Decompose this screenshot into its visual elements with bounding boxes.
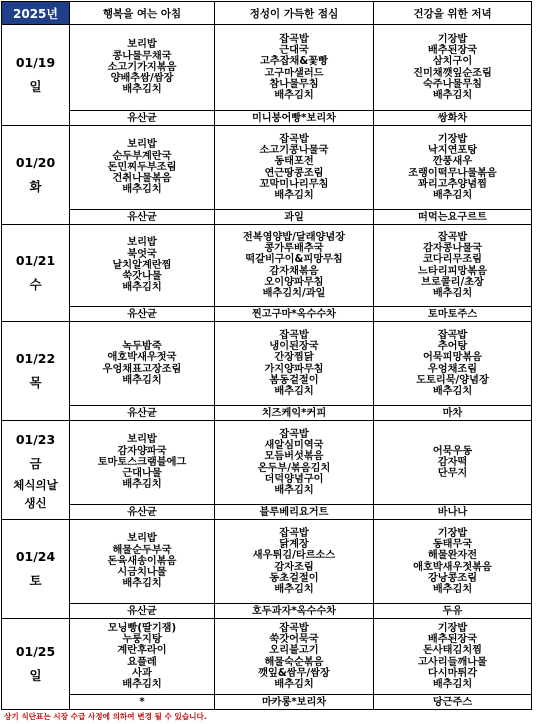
dinner-item: 브로콜리/초장 bbox=[421, 276, 484, 288]
side-item: * bbox=[70, 695, 215, 710]
weekday-label: 금 bbox=[29, 456, 42, 471]
lunch-item: 전복영양밥/달래양념장 bbox=[242, 231, 346, 243]
dinner-cell bbox=[374, 322, 532, 406]
breakfast-item: 애호박새우젓국 bbox=[107, 352, 177, 364]
breakfast-item: 배추김치 bbox=[122, 184, 162, 196]
side-item: 토마토주스 bbox=[374, 307, 532, 322]
dinner-item: 기장밥 bbox=[437, 527, 468, 539]
lunch-item: 배추김치 bbox=[274, 679, 314, 691]
breakfast-item: 사과 bbox=[132, 667, 152, 679]
side-item: 당근주스 bbox=[374, 695, 532, 710]
dinner-item: 배추김치 bbox=[432, 584, 473, 596]
lunch-item: 온두부/볶음김치 bbox=[257, 462, 331, 474]
breakfast-item: 녹두밤죽 bbox=[122, 340, 162, 352]
day-cell bbox=[2, 225, 70, 322]
breakfast-item: 배추김치 bbox=[122, 479, 162, 491]
side-item: 유산균 bbox=[70, 604, 215, 619]
breakfast-item: 모닝빵(딸기잼) bbox=[107, 622, 177, 634]
lunch-item: 고구마샐러드 bbox=[264, 67, 324, 79]
lunch-item: 잡곡밥 bbox=[279, 329, 309, 341]
breakfast-item: 쑥갓나물 bbox=[122, 271, 162, 283]
dinner-item: 감자콩나물국 bbox=[422, 242, 483, 254]
dinner-item: 조랭이떡무나물볶음 bbox=[408, 167, 497, 179]
lunch-item: 배추김치 bbox=[274, 90, 314, 102]
lunch-item: 새우튀김/타르소스 bbox=[252, 550, 336, 562]
date-label: 01/20 bbox=[15, 155, 56, 170]
dinner-item: 단무지 bbox=[437, 468, 468, 480]
dinner-item: 배추김치 bbox=[432, 90, 473, 102]
breakfast-item: 배추김치 bbox=[122, 679, 162, 691]
side-item: 치즈케익*커피 bbox=[215, 406, 374, 421]
lunch-item: 배추김치/과일 bbox=[262, 288, 326, 300]
day-row bbox=[2, 25, 532, 111]
lunch-cell bbox=[215, 322, 374, 406]
dinner-item: 어묵피망볶음 bbox=[422, 352, 483, 364]
dinner-item: 애호박새우젓볶음 bbox=[413, 561, 492, 573]
lunch-item: 새알심미역국 bbox=[264, 439, 324, 451]
side-row bbox=[2, 210, 532, 225]
lunch-item: 떡갈비구이&피망무침 bbox=[245, 254, 343, 266]
breakfast-item: 콩나물무채국 bbox=[112, 50, 172, 62]
date-label: 01/21 bbox=[15, 253, 56, 268]
lunch-item: 배추김치 bbox=[274, 584, 314, 596]
lunch-cell bbox=[215, 520, 374, 604]
dinner-item: 추어탕 bbox=[437, 340, 468, 352]
day-row bbox=[2, 421, 532, 505]
breakfast-item: 누룽지탕 bbox=[122, 633, 162, 645]
lunch-item: 참나물무침 bbox=[269, 78, 319, 90]
dinner-item: 강낭콩조림 bbox=[427, 572, 478, 584]
breakfast-item: 시금치나물 bbox=[117, 567, 167, 579]
breakfast-item: 보리밥 bbox=[127, 237, 157, 249]
side-item: 유산균 bbox=[70, 505, 215, 520]
day-note: 체식의날 생신 bbox=[13, 478, 58, 510]
day-cell bbox=[2, 421, 70, 520]
lunch-item: 깻잎&쌈무/쌈장 bbox=[258, 667, 330, 679]
lunch-item: 배추김치 bbox=[274, 485, 314, 497]
breakfast-item: 요플레 bbox=[127, 656, 157, 668]
dinner-item: 동태무국 bbox=[432, 538, 473, 550]
date-label: 01/19 bbox=[15, 55, 56, 70]
breakfast-cell bbox=[70, 421, 215, 505]
side-item: 유산균 bbox=[70, 111, 215, 126]
date-label: 01/23 bbox=[15, 432, 56, 447]
side-item: 쌍화차 bbox=[374, 111, 532, 126]
day-row bbox=[2, 322, 532, 406]
side-row bbox=[2, 307, 532, 322]
lunch-cell bbox=[215, 225, 374, 307]
lunch-item: 감자채볶음 bbox=[269, 265, 319, 277]
lunch-item: 소고기콩나물국 bbox=[259, 144, 329, 156]
breakfast-item: 보리밥 bbox=[127, 434, 157, 446]
lunch-item: 잡곡밥 bbox=[279, 622, 309, 634]
lunch-item: 오리불고기 bbox=[269, 645, 319, 657]
breakfast-item: 소고기가지볶음 bbox=[107, 61, 177, 73]
lunch-item: 배추김치 bbox=[274, 386, 314, 398]
dinner-item: 어묵우동 bbox=[432, 445, 473, 457]
breakfast-item: 배추김치 bbox=[122, 84, 162, 96]
breakfast-item: 감자양파국 bbox=[117, 445, 167, 457]
day-row bbox=[2, 126, 532, 210]
dinner-header: 건강을 위한 저녁 bbox=[374, 2, 532, 25]
breakfast-cell bbox=[70, 619, 215, 695]
date-label: 01/22 bbox=[15, 351, 56, 366]
side-item: 과일 bbox=[215, 210, 374, 225]
dinner-item: 배추된장국 bbox=[427, 44, 478, 56]
side-row bbox=[2, 111, 532, 126]
dinner-item: 해물완자전 bbox=[427, 550, 478, 562]
side-item: 유산균 bbox=[70, 210, 215, 225]
dinner-item: 돈사태김치찜 bbox=[422, 645, 483, 657]
dinner-item: 깐풍새우 bbox=[432, 156, 473, 168]
lunch-item: 감자조림 bbox=[274, 561, 314, 573]
breakfast-item: 해물순두부국 bbox=[112, 544, 172, 556]
side-item: 바나나 bbox=[374, 505, 532, 520]
day-cell bbox=[2, 520, 70, 619]
year-header: 2025년 bbox=[2, 2, 70, 25]
weekday-label: 수 bbox=[29, 277, 42, 292]
breakfast-cell bbox=[70, 520, 215, 604]
weekday-label: 일 bbox=[29, 79, 42, 94]
dinner-item: 꽈리고추양념찜 bbox=[418, 178, 487, 190]
day-row bbox=[2, 619, 532, 695]
dinner-item: 배추김치 bbox=[432, 288, 473, 300]
lunch-item: 해물숙순볶음 bbox=[264, 656, 324, 668]
lunch-item: 닭계장 bbox=[279, 538, 309, 550]
lunch-item: 오이양파무침 bbox=[264, 276, 324, 288]
dinner-cell bbox=[374, 421, 532, 505]
dinner-item: 잡곡밥 bbox=[437, 329, 468, 341]
side-item: 마차 bbox=[374, 406, 532, 421]
lunch-item: 연근땅콩조림 bbox=[264, 167, 324, 179]
dinner-item: 느타리피망볶음 bbox=[418, 265, 487, 277]
lunch-cell bbox=[215, 25, 374, 111]
dinner-item: 다시마튀각 bbox=[427, 667, 478, 679]
weekday-label: 일 bbox=[29, 668, 42, 683]
dinner-item: 우엉채조림 bbox=[427, 363, 478, 375]
lunch-item: 콩가루배추국 bbox=[264, 242, 324, 254]
dinner-item: 감자떡 bbox=[437, 456, 468, 468]
side-item: 마카롱*보리차 bbox=[215, 695, 374, 710]
date-label: 01/24 bbox=[15, 549, 56, 564]
breakfast-item: 근대나물 bbox=[122, 468, 162, 480]
weekday-label: 토 bbox=[29, 573, 42, 588]
lunch-item: 잡곡밥 bbox=[279, 133, 309, 145]
side-item: 유산균 bbox=[70, 307, 215, 322]
dinner-item: 배추김치 bbox=[432, 190, 473, 202]
side-item: 블루베리요거트 bbox=[215, 505, 374, 520]
dinner-cell bbox=[374, 25, 532, 111]
day-row bbox=[2, 520, 532, 604]
dinner-item: 잡곡밥 bbox=[437, 231, 468, 243]
lunch-item: 모듬버섯볶음 bbox=[264, 451, 324, 463]
lunch-item: 근대국 bbox=[279, 44, 309, 56]
breakfast-item: 계란후라이 bbox=[117, 645, 167, 657]
breakfast-cell bbox=[70, 126, 215, 210]
breakfast-item: 보리밥 bbox=[127, 533, 157, 545]
day-cell bbox=[2, 126, 70, 225]
lunch-item: 고추잡채&꽃빵 bbox=[260, 56, 328, 68]
lunch-item: 간장찜닭 bbox=[274, 352, 314, 364]
day-row bbox=[2, 225, 532, 307]
day-cell bbox=[2, 25, 70, 126]
dinner-item: 기장밥 bbox=[437, 133, 468, 145]
lunch-cell bbox=[215, 619, 374, 695]
side-item: 미니붕어빵*보리차 bbox=[215, 111, 374, 126]
lunch-item: 동초겉절이 bbox=[269, 572, 319, 584]
dinner-item: 배추김치 bbox=[432, 679, 473, 691]
dinner-item: 삼치구이 bbox=[432, 56, 473, 68]
dinner-item: 기장밥 bbox=[437, 33, 468, 45]
dinner-item: 낙지연포탕 bbox=[427, 144, 478, 156]
weekday-label: 목 bbox=[29, 375, 42, 390]
breakfast-item: 보리밥 bbox=[127, 139, 157, 151]
dinner-item: 배추된장국 bbox=[427, 633, 478, 645]
date-label: 01/25 bbox=[15, 644, 56, 659]
lunch-item: 냉이된장국 bbox=[269, 340, 319, 352]
side-item: 두유 bbox=[374, 604, 532, 619]
lunch-item: 가지양파무침 bbox=[264, 363, 324, 375]
lunch-item: 배추김치 bbox=[274, 190, 314, 202]
dinner-item: 진미채깻잎순조림 bbox=[413, 67, 492, 79]
dinner-item: 기장밥 bbox=[437, 622, 468, 634]
lunch-cell bbox=[215, 126, 374, 210]
weekly-menu-table bbox=[1, 1, 532, 710]
dinner-item: 코다리무조림 bbox=[422, 254, 483, 266]
lunch-item: 봄동겉절이 bbox=[269, 374, 319, 386]
side-row bbox=[2, 695, 532, 710]
lunch-item: 더덕양념구이 bbox=[264, 473, 324, 485]
breakfast-item: 돈육새송이볶음 bbox=[107, 555, 177, 567]
breakfast-cell bbox=[70, 322, 215, 406]
breakfast-item: 순두부계란국 bbox=[112, 150, 172, 162]
breakfast-header: 행복을 여는 아침 bbox=[70, 2, 215, 25]
side-item: 호두과자*옥수수차 bbox=[215, 604, 374, 619]
dinner-cell bbox=[374, 619, 532, 695]
weekday-label: 화 bbox=[29, 179, 42, 194]
side-item: 떠먹는요구르트 bbox=[374, 210, 532, 225]
lunch-item: 잡곡밥 bbox=[279, 33, 309, 45]
dinner-cell bbox=[374, 126, 532, 210]
side-item: 유산균 bbox=[70, 406, 215, 421]
day-cell bbox=[2, 322, 70, 421]
dinner-item: 배추김치 bbox=[432, 386, 473, 398]
side-row bbox=[2, 604, 532, 619]
breakfast-item: 양배추쌈/쌈장 bbox=[110, 73, 174, 85]
breakfast-item: 배추김치 bbox=[122, 578, 162, 590]
dinner-item: 도토리묵/양념장 bbox=[416, 374, 489, 386]
breakfast-cell bbox=[70, 25, 215, 111]
day-cell bbox=[2, 619, 70, 710]
breakfast-item: 배추김치 bbox=[122, 282, 162, 294]
breakfast-item: 건취나물볶음 bbox=[112, 173, 172, 185]
breakfast-item: 돈민찌두부조림 bbox=[107, 161, 177, 173]
breakfast-item: 북엇국 bbox=[127, 248, 157, 260]
breakfast-item: 토마토스크램블에그 bbox=[97, 456, 187, 468]
breakfast-cell bbox=[70, 225, 215, 307]
lunch-cell bbox=[215, 421, 374, 505]
lunch-item: 잡곡밥 bbox=[279, 428, 309, 440]
dinner-item: 고사리들깨나물 bbox=[418, 656, 487, 668]
dinner-cell bbox=[374, 520, 532, 604]
side-row bbox=[2, 505, 532, 520]
dinner-cell bbox=[374, 225, 532, 307]
dinner-item: 숙주나물무침 bbox=[422, 78, 483, 90]
lunch-header: 정성이 가득한 점심 bbox=[215, 2, 374, 25]
side-item: 찐고구마*옥수수차 bbox=[215, 307, 374, 322]
breakfast-item: 배추김치 bbox=[122, 374, 162, 386]
breakfast-item: 우엉채표고장조림 bbox=[102, 363, 182, 375]
menu-body bbox=[2, 25, 532, 710]
breakfast-item: 보리밥 bbox=[127, 39, 157, 51]
lunch-item: 잡곡밥 bbox=[279, 527, 309, 539]
footnote: 상기 식단표는 시장 수급 사정에 의하여 변경 될 수 있습니다. bbox=[4, 712, 207, 721]
lunch-item: 쑥갓어묵국 bbox=[269, 633, 319, 645]
breakfast-item: 날치알계란찜 bbox=[112, 259, 172, 271]
lunch-item: 동태포전 bbox=[274, 156, 314, 168]
lunch-item: 꼬막미나리무침 bbox=[259, 178, 329, 190]
header-row bbox=[2, 2, 532, 25]
side-row bbox=[2, 406, 532, 421]
